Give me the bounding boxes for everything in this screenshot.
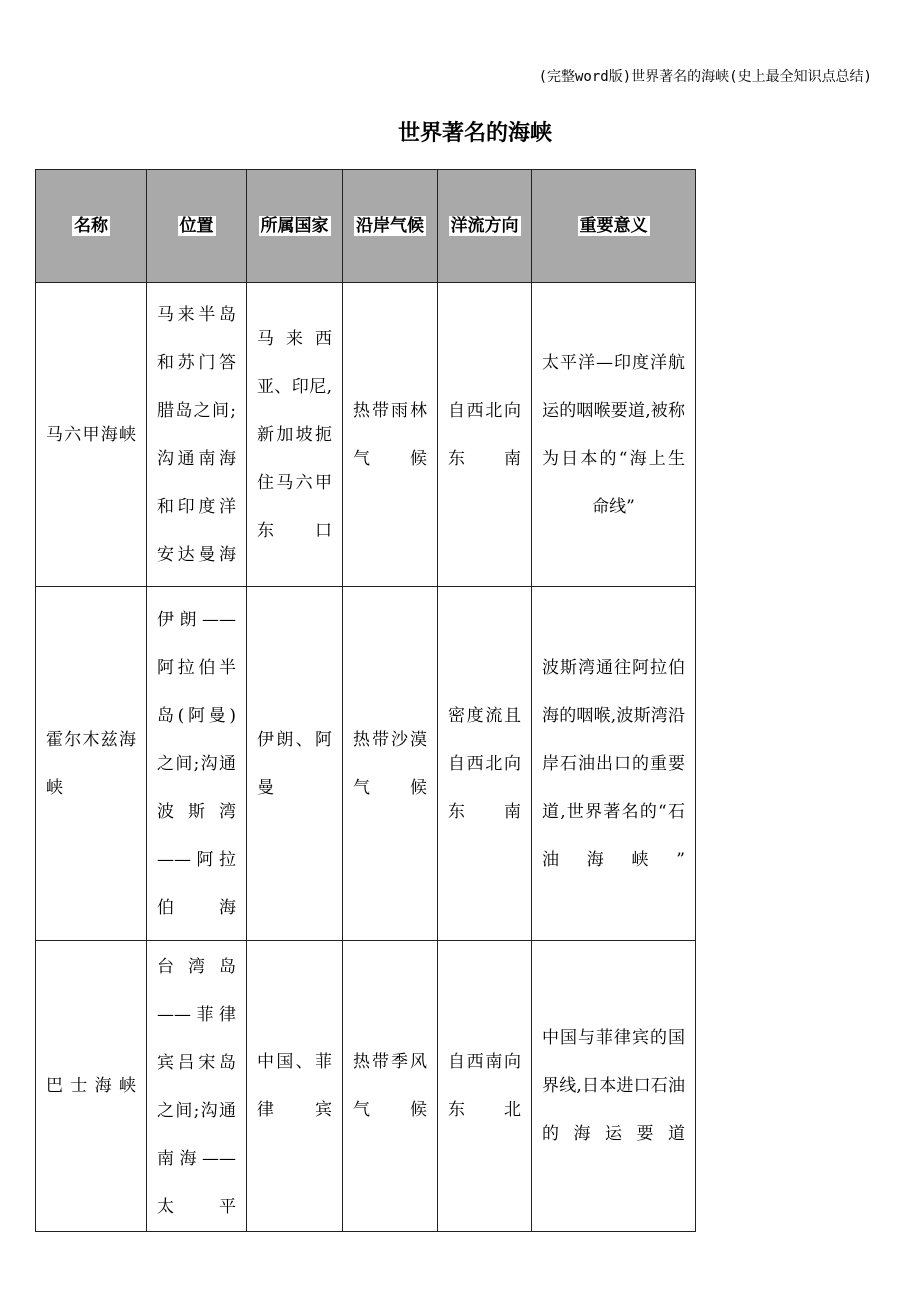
- header-location: 位置: [147, 170, 247, 283]
- header-current: 洋流方向: [438, 170, 532, 283]
- header-name: 名称: [36, 170, 147, 283]
- strait-current: 自西北向东南: [438, 283, 532, 587]
- table-row: [36, 941, 696, 1232]
- strait-location: 马来半岛和苏门答腊岛之间;沟通南海和印度洋安达曼海: [147, 283, 247, 587]
- running-header: (完整word版)世界著名的海峡(史上最全知识点总结): [538, 69, 872, 85]
- strait-countries: 伊朗、阿曼: [247, 587, 343, 941]
- strait-location: 伊朗——阿拉伯半岛(阿曼)之间;沟通波斯湾——阿拉伯海: [147, 587, 247, 941]
- table-header-row: [36, 170, 696, 283]
- header-climate: 沿岸气候: [343, 170, 438, 283]
- strait-significance: 中国与菲律宾的国界线,日本进口石油的海运要道: [532, 941, 696, 1232]
- header-significance: 重要意义: [532, 170, 696, 283]
- strait-location: 台湾岛——菲律宾吕宋岛之间;沟通南海——太平: [147, 941, 247, 1232]
- strait-countries: 中国、菲律宾: [247, 941, 343, 1232]
- header-countries: 所属国家: [247, 170, 343, 283]
- straits-table: [35, 169, 696, 1232]
- strait-climate: 热带雨林气候: [343, 283, 438, 587]
- strait-significance: 太平洋—印度洋航运的咽喉要道,被称为日本的“海上生命线”: [532, 283, 696, 587]
- table-row: [36, 283, 696, 587]
- strait-name: 巴士海峡: [36, 941, 147, 1232]
- strait-countries: 马来西亚、印尼,新加坡扼住马六甲东口: [247, 283, 343, 587]
- strait-climate: 热带沙漠气候: [343, 587, 438, 941]
- table-row: [36, 587, 696, 941]
- strait-significance: 波斯湾通往阿拉伯海的咽喉,波斯湾沿岸石油出口的重要道,世界著名的“石油海峡”: [532, 587, 696, 941]
- strait-name: 霍尔木兹海峡: [36, 587, 147, 941]
- strait-current: 密度流且自西北向东南: [438, 587, 532, 941]
- strait-name: 马六甲海峡: [36, 283, 147, 587]
- document-title: 世界著名的海峡: [397, 121, 552, 146]
- strait-current: 自西南向东北: [438, 941, 532, 1232]
- strait-climate: 热带季风气候: [343, 941, 438, 1232]
